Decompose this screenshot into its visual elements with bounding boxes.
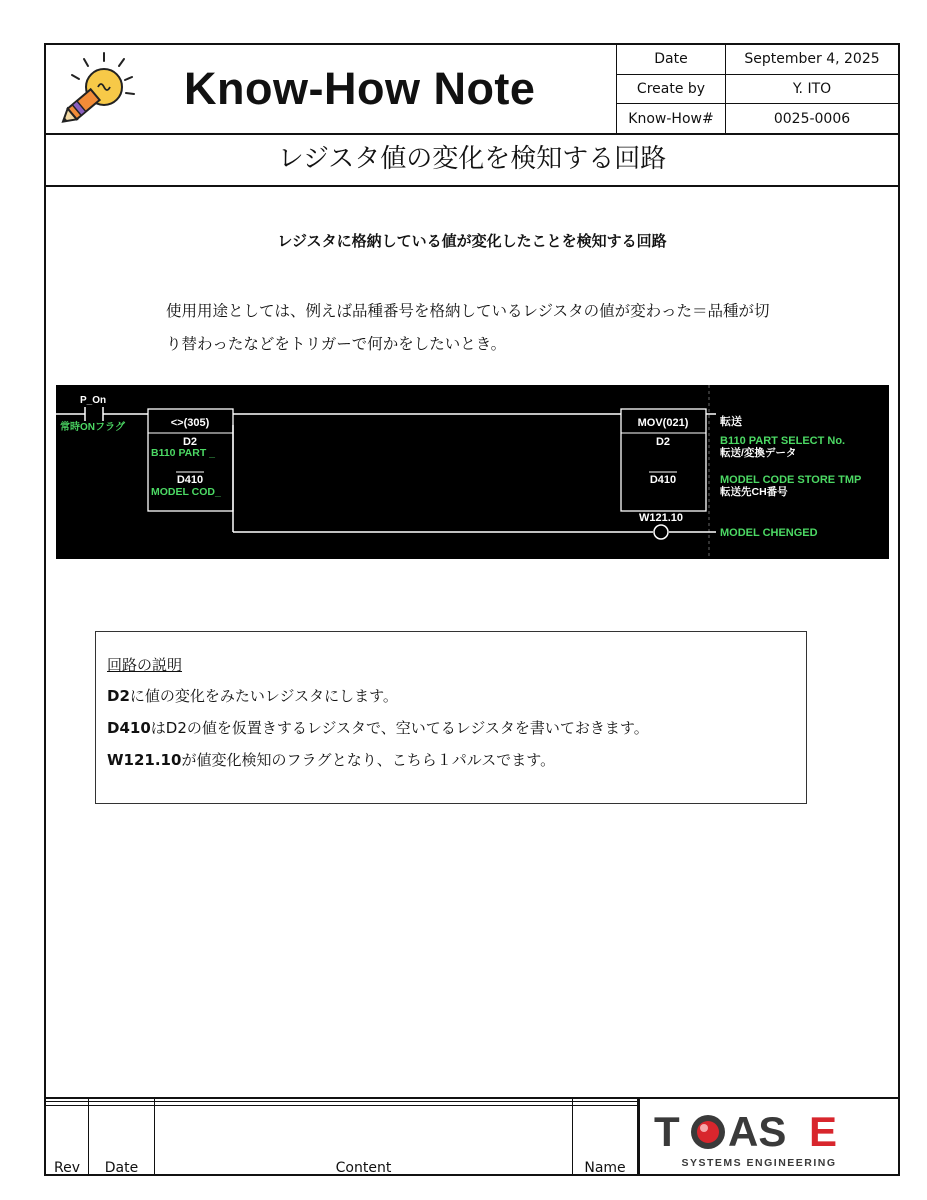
mov-name-comment: 転送 (720, 416, 742, 428)
destination-comment-2: 転送先CH番号 (720, 486, 788, 498)
logo-letter-t: T (654, 1108, 680, 1155)
contact-label: P_On (80, 395, 107, 406)
header (46, 45, 898, 135)
revision-header-name: Name (573, 1105, 638, 1176)
intro-line-1: 使用用途としては、例えば品種番号を格納しているレジスタの値が変わった＝品種が切 (166, 302, 770, 320)
explanation-line-2 (107, 717, 806, 739)
explanation-line-3 (107, 749, 806, 771)
logo-letters-as: AS (728, 1108, 787, 1155)
revision-header-date: Date (89, 1105, 155, 1176)
register-d410: D410 (107, 719, 151, 737)
revision-table (46, 1097, 638, 1176)
meta-value-number: 0025-0006 (726, 104, 899, 133)
subject-title: レジスタ値の変化を検知する回路 (46, 133, 898, 187)
logo-red-dot (697, 1121, 719, 1143)
ladder-diagram (56, 385, 889, 559)
intro-text (166, 295, 846, 361)
logo-letter-e: E (809, 1108, 838, 1155)
compare-operand-2-comment: MODEL COD_ (151, 486, 221, 498)
company-logo-area (638, 1097, 898, 1174)
revision-header-content: Content (155, 1105, 573, 1176)
compare-operand-2: D410 (176, 474, 204, 486)
source-comment-1: B110 PART SELECT No. (720, 435, 846, 447)
flag-w121-10: W121.10 (107, 751, 182, 769)
meta-value-date: September 4, 2025 (726, 45, 899, 74)
meta-key-author: Create by (617, 74, 726, 104)
compare-instruction: <>(305) (170, 417, 210, 429)
document-title: Know-How Note (184, 63, 536, 114)
explanation-line-3-text: が値変化検知のフラグとなり、こちら１パルスでます。 (181, 751, 556, 769)
register-d2: D2 (107, 687, 130, 705)
meta-value-author: Y. ITO (726, 74, 899, 104)
lightbulb-pencil-icon (52, 49, 138, 129)
explanation-line-1 (107, 685, 806, 707)
contact-comment: 常時ONフラグ (60, 422, 125, 433)
explanation-box (95, 631, 807, 804)
explanation-line-2-text: はD2の値を仮置きするレジスタで、空いてるレジスタを書いておきます。 (150, 719, 649, 737)
mov-instruction: MOV(021) (637, 417, 689, 429)
destination-comment-1: MODEL CODE STORE TMP (720, 474, 862, 486)
meta-key-number: Know-How# (617, 104, 726, 133)
revision-header-rev: Rev (46, 1105, 89, 1176)
compare-operand-1: D2 (182, 436, 198, 448)
section-heading: レジスタに格納している値が変化したことを検知する回路 (277, 232, 667, 250)
meta-key-date: Date (617, 45, 726, 74)
mov-destination: D410 (649, 474, 677, 486)
know-how-note-sheet (44, 43, 900, 1176)
intro-line-2: り替わったなどをトリガーで何かをしたいとき。 (166, 335, 507, 353)
explanation-line-1-text: に値の変化をみたいレジスタにします。 (129, 687, 398, 705)
compare-operand-1-comment: B110 PART _ (151, 447, 215, 459)
toase-logo (640, 1099, 896, 1172)
coil-address: W121.10 (638, 512, 684, 524)
mov-source: D2 (655, 436, 671, 448)
logo-tagline: SYSTEMS ENGINEERING (681, 1157, 837, 1169)
meta-table (616, 45, 898, 133)
source-comment-2: 転送/変換データ (720, 447, 797, 459)
explanation-title: 回路の説明 (107, 656, 183, 674)
coil-comment: MODEL CHENGED (720, 527, 818, 539)
